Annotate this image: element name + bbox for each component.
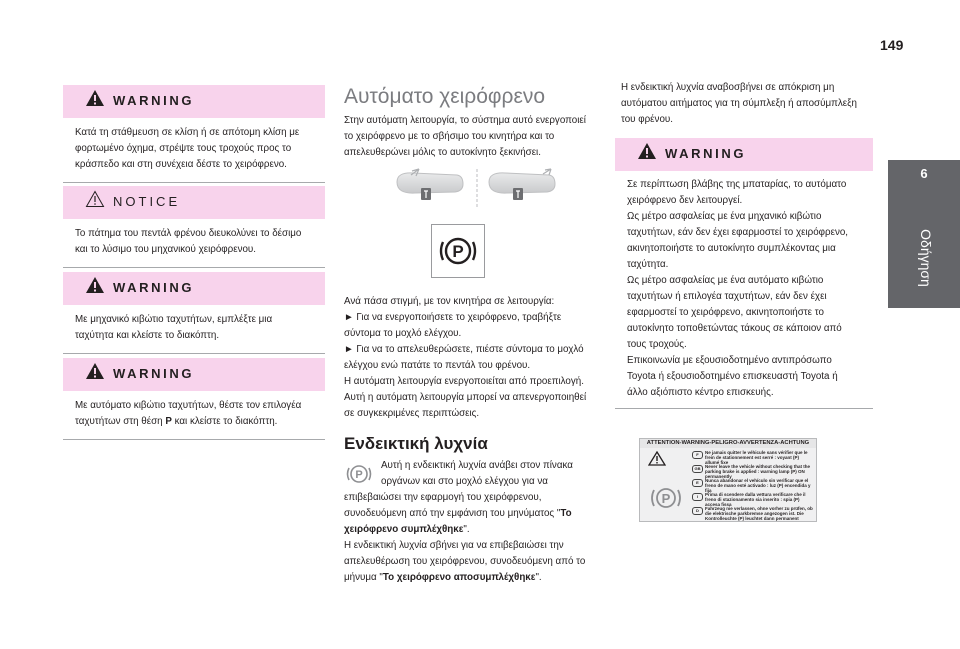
text-line: Η ενδεικτική λυχνία αναβοσβήνει σε απόκριση μη	[621, 82, 835, 93]
label-title: ATTENTION-WARNING-PELIGRO-AVVERTENZA-ACHTUNG	[640, 439, 816, 448]
warning-header	[63, 272, 325, 305]
text-line: ακινητοποιήστε το αυτοκίνητο συμπλέκοντας μια	[627, 243, 836, 254]
text-span: και κλείστε το διακόπτη.	[171, 416, 278, 427]
text-span: μήνυμα "	[344, 572, 383, 583]
text-line: Με μηχανικό κιβώτιο ταχυτήτων, εμπλέξτε μια	[75, 314, 273, 325]
warning-text	[63, 391, 325, 439]
usage-steps	[344, 294, 619, 422]
warning-triangle-icon	[85, 89, 105, 107]
text-line: Κατά τη στάθμευση σε κλίση ή σε απότομη κλίση με	[75, 127, 300, 138]
text-line: Με αυτόματο κιβώτιο ταχυτήτων, θέστε τον επιλογέα	[75, 400, 302, 411]
chapter-label: Οδήγηση	[918, 229, 934, 287]
text-span: συνοδευόμενη από την εμφάνιση του μηνύματος "	[344, 508, 561, 519]
text-line: Toyota ή εξουσιοδοτημένο επισκευαστή Toyota ή	[627, 371, 838, 382]
notice-text	[63, 219, 325, 267]
text-line: το χειρόφρενο με το σβήσιμο του κινητήρα και το	[344, 131, 555, 142]
text-line: Αυτή η αυτόματη λειτουργία μπορεί να απενεργοποιηθεί	[344, 392, 587, 403]
notice-box	[63, 186, 325, 268]
text-span: ".	[463, 524, 470, 535]
flash-info-text	[621, 80, 891, 128]
gear-position-p: P	[165, 416, 172, 427]
warning-title: WARNING	[665, 146, 747, 161]
text-line: αυτοκίνητο τοποθετώντας τάκους σε κάποιον από	[627, 323, 842, 334]
text-line: Η αυτόματη λειτουργία ενεργοποιείται από προεπιλογή.	[344, 376, 584, 387]
lamp-text	[344, 490, 620, 586]
text-line	[344, 522, 620, 538]
text-line: του φρένου.	[621, 114, 673, 125]
text-line: εφαρμοστεί το χειρόφρενο, ακινητοποιήστε το	[627, 307, 824, 318]
warning-label-sticker	[639, 438, 817, 522]
section-title: Αυτόματο χειρόφρενο	[344, 85, 545, 108]
text-line: απελευθέρωση του χειρόφρενου, συνοδευόμενη από το	[344, 556, 586, 567]
warning-title: WARNING	[113, 93, 195, 108]
label-warning-icon	[648, 451, 666, 466]
text-line: φορτωμένο όχημα, στρέψτε τους τροχούς προς το	[75, 143, 292, 154]
warning-box-1	[63, 85, 325, 183]
chapter-tab	[888, 160, 960, 308]
lamp-subtitle: Ενδεικτική λυχνία	[344, 434, 488, 453]
message-applied-part2: χειρόφρενο συμπλέχθηκε	[344, 524, 464, 535]
svg-text:P: P	[355, 469, 363, 481]
message-applied-part1: Το	[560, 508, 572, 519]
text-line: σε συγκεκριμένες περιπτώσεις.	[344, 408, 480, 419]
text-line: Ως μέτρο ασφαλείας με ένα μηχανικό κιβώτιο	[627, 211, 822, 222]
text-line	[344, 570, 620, 586]
lang-badge: GB	[692, 465, 703, 473]
text-line: Στην αυτόματη λειτουργία, το σύστημα αυτό ενεργοποιεί	[344, 115, 586, 126]
text-line: άλλο αξιόπιστο κέντρο επισκευής.	[627, 387, 774, 398]
lang-text: Prima di scendere dalla vettura verificare che il freno di stazionamento sia inserito : spia (P) accesa fissa	[705, 492, 806, 508]
warning-text	[63, 305, 325, 353]
lang-badge: E	[692, 479, 703, 487]
text-line: και το λύσιμο του μηχανικού χειρόφρενου.	[75, 244, 257, 255]
text-line: αυτόματου αιτήματος για τη σύμπλεξη ή αποσύμπλεξη	[621, 98, 857, 109]
notice-header	[63, 186, 325, 219]
warning-header	[63, 85, 325, 118]
text-line: τους τροχούς.	[627, 339, 687, 350]
text-line	[75, 414, 317, 430]
text-line: σύντομα το μοχλό ελέγχου.	[344, 328, 462, 339]
text-line: Ως μέτρο ασφαλείας με ένα αυτόματο κιβώτιο	[627, 275, 824, 286]
text-line: ταχυτήτων ή επιλογέα ταχυτήτων, εάν δεν έχει	[627, 291, 827, 302]
message-released: Το χειρόφρενο αποσυμπλέχθηκε	[382, 572, 536, 583]
text-span: ταχυτήτων στη θέση	[75, 416, 166, 427]
warning-box-battery	[615, 138, 873, 409]
page-number: 149	[880, 37, 904, 53]
warning-text	[63, 118, 325, 182]
text-line: Επικοινωνία με εξουσιοδοτημένο αντιπρόσωπο	[627, 355, 832, 366]
text-line	[344, 506, 620, 522]
text-span: ".	[535, 572, 542, 583]
warning-header	[63, 358, 325, 391]
text-line: Το πάτημα του πεντάλ φρένου διευκολύνει το δέσιμο	[75, 228, 302, 239]
lang-badge: D	[692, 507, 703, 515]
warning-header	[615, 138, 873, 171]
text-line: χειρόφρενο δεν λειτουργεί.	[627, 195, 743, 206]
text-line: Η ενδεικτική λυχνία σβήνει για να επιβεβαιώσει την	[344, 540, 564, 551]
warning-text	[615, 171, 873, 408]
label-parking-brake-icon	[646, 483, 686, 513]
parking-brake-lamp-illustration	[431, 224, 485, 278]
warning-triangle-icon	[85, 276, 105, 294]
svg-text:P: P	[452, 242, 464, 261]
text-line: επιβεβαιώσει την εφαρμογή του χειρόφρενου,	[344, 492, 542, 503]
text-line: ταχύτητα.	[627, 259, 669, 270]
intro-text	[344, 113, 614, 161]
text-line: Ανά πάσα στιγμή, με τον κινητήρα σε λειτουργία:	[344, 296, 555, 307]
text-line: ελέγχου ενώ πατάτε το πεντάλ του φρένου.	[344, 360, 531, 371]
lang-text: Nunca abandonar el vehículo sin verificar que el freno de mano esté activado : luz (P) encendida y fija	[705, 478, 811, 494]
lang-badge: I	[692, 493, 703, 501]
warning-title: WARNING	[113, 280, 195, 295]
control-lever-illustration	[393, 166, 573, 210]
svg-text:P: P	[661, 491, 671, 506]
notice-triangle-icon	[85, 190, 105, 208]
text-line: απελευθερώνει μόλις το αυτοκίνητο ξεκινήσει.	[344, 147, 541, 158]
text-line: Σε περίπτωση βλάβης της μπαταρίας, το αυτόματο	[627, 179, 847, 190]
lang-text: Fahrzeug nie verlassen, ohne vorher zu prüfen, ob die elektrische parkbremse angezogen ist. Die Kontrolleuchte (P) leuchtet dann permanent	[705, 506, 813, 522]
chapter-number: 6	[920, 166, 928, 181]
text-line: ► Για να ενεργοποιήσετε το χειρόφρενο, τραβήξτε	[344, 312, 562, 323]
text-line: ταχυτήτων, εάν δεν έχει εφαρμοστεί το χειρόφρενο,	[627, 227, 849, 238]
text-line: ταχύτητα και κλείστε το διακόπτη.	[75, 330, 220, 341]
text-line: κράσπεδο και στη συνέχεια δέστε το χειρόφρενο.	[75, 159, 287, 170]
chapter-label-wrap	[896, 210, 956, 306]
parking-brake-lamp-icon	[344, 462, 374, 486]
lamp-text-indent	[381, 458, 621, 490]
warning-triangle-icon	[637, 142, 657, 160]
lang-text: Ne jamais quitter le véhicule sans vérifier que le frein de stationnement est serré : voyant (P) allumé fixe	[705, 450, 808, 466]
warning-box-2	[63, 272, 325, 354]
text-line: ► Για να το απελευθερώσετε, πιέστε σύντομα το μοχλό	[344, 344, 584, 355]
warning-box-3	[63, 358, 325, 440]
notice-title: NOTICE	[113, 194, 181, 209]
text-line: Αυτή η ενδεικτική λυχνία ανάβει στον πίνακα	[381, 460, 573, 471]
warning-triangle-icon	[85, 362, 105, 380]
lang-badge: F	[692, 451, 703, 459]
lang-text: Never leave the vehicle without checking that the parking brake is applied : warning lamp (P) ON permanently	[705, 464, 811, 480]
text-line: οργάνων και στο μοχλό ελέγχου για να	[381, 476, 548, 487]
warning-title: WARNING	[113, 366, 195, 381]
